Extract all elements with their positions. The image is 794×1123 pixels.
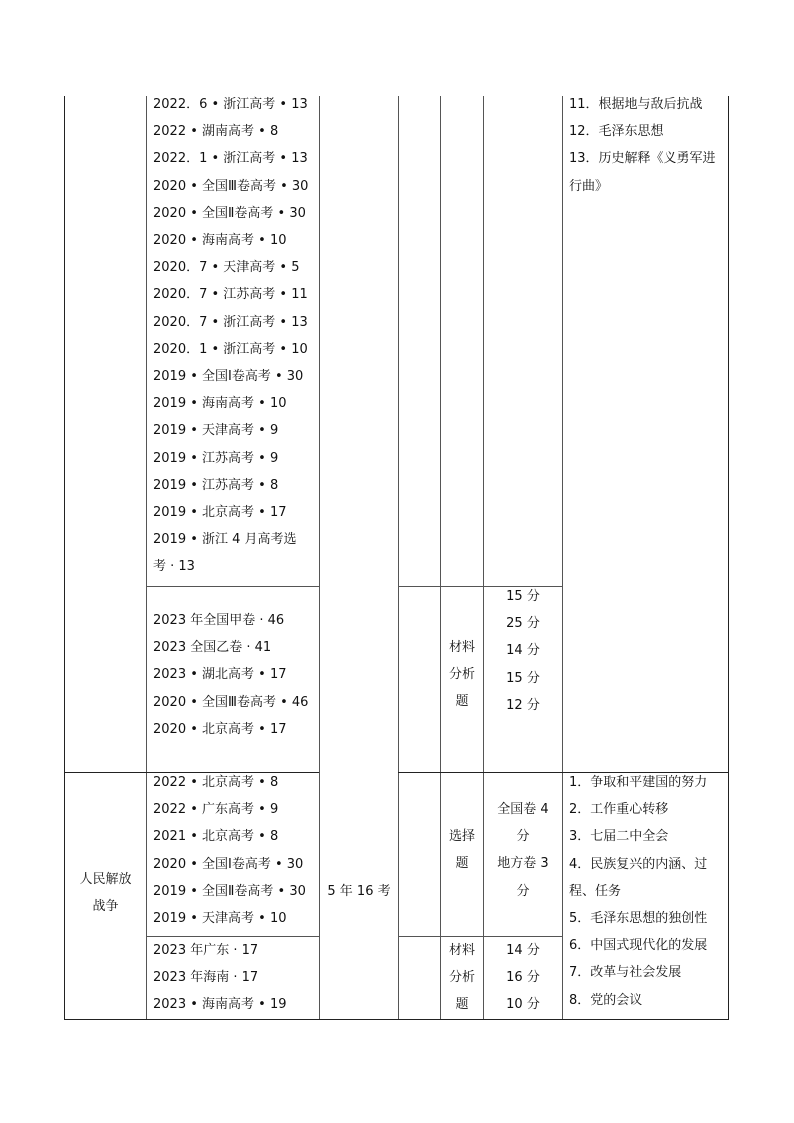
question-type-text: 材料 xyxy=(448,943,475,958)
score: 15 分 xyxy=(506,589,540,604)
score: 地方卷 3 xyxy=(497,856,549,872)
exam-list xyxy=(153,91,317,581)
score: 14 分 xyxy=(506,643,540,659)
question-type xyxy=(441,823,483,877)
material-exam-list xyxy=(153,937,317,1019)
row-divider xyxy=(146,586,319,587)
score: 12 分 xyxy=(506,697,540,713)
exam-item: 2020 • 海南高考 • 10 xyxy=(153,233,287,249)
knowledge-point: 4．民族复兴的内涵、过 xyxy=(569,856,708,872)
exam-item: 2019 • 全国Ⅰ卷高考 • 30 xyxy=(153,369,304,385)
knowledge-point: 程、任务 xyxy=(569,883,622,899)
question-type xyxy=(441,634,483,716)
exam-item: 2023 • 湖北高考 • 17 xyxy=(153,667,287,683)
exam-item: 2023 年海南 · 17 xyxy=(153,970,259,986)
exam-item: 2020 • 全国Ⅱ卷高考 • 30 xyxy=(153,205,306,221)
exam-item: 2020．1 • 浙江高考 • 10 xyxy=(153,341,308,357)
knowledge-points xyxy=(569,91,725,200)
exam-item: 2019 • 北京高考 • 17 xyxy=(153,505,287,521)
topic-text: 战争 xyxy=(92,899,119,915)
exam-item: 2019 • 江苏高考 • 9 xyxy=(153,450,279,466)
knowledge-point: 5．毛泽东思想的独创性 xyxy=(569,911,708,927)
knowledge-point: 2．工作重心转移 xyxy=(569,802,669,818)
exam-item: 2019 • 浙江 4 月高考选 xyxy=(153,532,297,548)
border-col1 xyxy=(146,96,147,1020)
knowledge-point: 行曲》 xyxy=(569,178,609,194)
knowledge-point: 3．七届二中全会 xyxy=(569,829,669,845)
exam-item: 2020．7 • 天津高考 • 5 xyxy=(153,260,300,276)
knowledge-point: 13．历史解释《义勇军进 xyxy=(569,151,716,167)
knowledge-point: 7．改革与社会发展 xyxy=(569,965,682,981)
exam-item: 2021 • 北京高考 • 8 xyxy=(153,829,279,845)
exam-item: 2022 • 湖南高考 • 8 xyxy=(153,124,279,140)
border-col3 xyxy=(398,96,399,1020)
score-list xyxy=(484,583,562,719)
topic xyxy=(65,866,146,920)
knowledge-point: 1．争取和平建国的努力 xyxy=(569,775,708,790)
question-type-text: 选择 xyxy=(448,829,475,844)
knowledge-point: 12．毛泽东思想 xyxy=(569,124,664,140)
exam-item: 2022．1 • 浙江高考 • 13 xyxy=(153,151,308,167)
exam-item: 2022 • 北京高考 • 8 xyxy=(153,775,279,790)
score: 分 xyxy=(516,883,530,899)
exam-frequency: 5 年 16 考 xyxy=(327,884,391,899)
exam-item: 2019 • 海南高考 • 10 xyxy=(153,396,287,412)
exam-item: 2022．6 • 浙江高考 • 13 xyxy=(153,97,308,112)
border-bottom xyxy=(64,1019,729,1020)
choice-exam-list xyxy=(153,769,317,932)
question-type-text: 题 xyxy=(455,856,469,872)
score: 14 分 xyxy=(506,943,540,958)
score: 全国卷 4 xyxy=(497,802,549,817)
exam-item: 2020 • 全国Ⅲ卷高考 • 46 xyxy=(153,694,309,710)
score-list xyxy=(484,937,562,1019)
knowledge-points xyxy=(569,769,725,1014)
score: 分 xyxy=(516,829,530,845)
exam-item: 2022 • 广东高考 • 9 xyxy=(153,802,279,818)
exam-item: 2023 • 海南高考 • 19 xyxy=(153,997,287,1013)
score: 25 分 xyxy=(506,616,540,632)
exam-item: 2020．7 • 江苏高考 • 11 xyxy=(153,287,308,303)
question-type xyxy=(441,937,483,1019)
exam-item: 2023 年全国甲卷 · 46 xyxy=(153,613,285,628)
exam-item: 2019 • 全国Ⅱ卷高考 • 30 xyxy=(153,883,306,899)
knowledge-point: 6．中国式现代化的发展 xyxy=(569,938,708,954)
exam-item: 2020 • 北京高考 • 17 xyxy=(153,721,287,737)
border-col4 xyxy=(440,96,441,1020)
topic-text: 人民解放 xyxy=(79,872,132,887)
exam-item: 2023 年广东 · 17 xyxy=(153,943,259,958)
exam-item: 考 · 13 xyxy=(153,559,195,575)
exam-item: 2020 • 全国Ⅰ卷高考 • 30 xyxy=(153,856,304,872)
score: 15 分 xyxy=(506,670,540,686)
question-type-text: 题 xyxy=(455,997,469,1013)
exam-item: 2019 • 江苏高考 • 8 xyxy=(153,477,279,493)
border-right xyxy=(728,96,729,1020)
question-type-text: 题 xyxy=(455,694,469,710)
exam-item: 2019 • 天津高考 • 10 xyxy=(153,911,287,927)
exam-item: 2023 全国乙卷 · 41 xyxy=(153,640,272,656)
exam-item: 2020 • 全国Ⅲ卷高考 • 30 xyxy=(153,178,309,194)
exam-item: 2020．7 • 浙江高考 • 13 xyxy=(153,314,308,330)
exam-item: 2019 • 天津高考 • 9 xyxy=(153,423,279,439)
score: 16 分 xyxy=(506,970,540,986)
question-type-text: 分析 xyxy=(448,970,475,986)
score-list xyxy=(484,796,562,905)
material-exam-list xyxy=(153,607,317,743)
question-type-text: 分析 xyxy=(448,667,475,683)
score: 10 分 xyxy=(506,997,540,1013)
question-type-text: 材料 xyxy=(448,640,475,655)
knowledge-point: 11．根据地与敌后抗战 xyxy=(569,97,703,112)
knowledge-point: 8．党的会议 xyxy=(569,992,643,1008)
border-col6 xyxy=(562,96,563,1020)
